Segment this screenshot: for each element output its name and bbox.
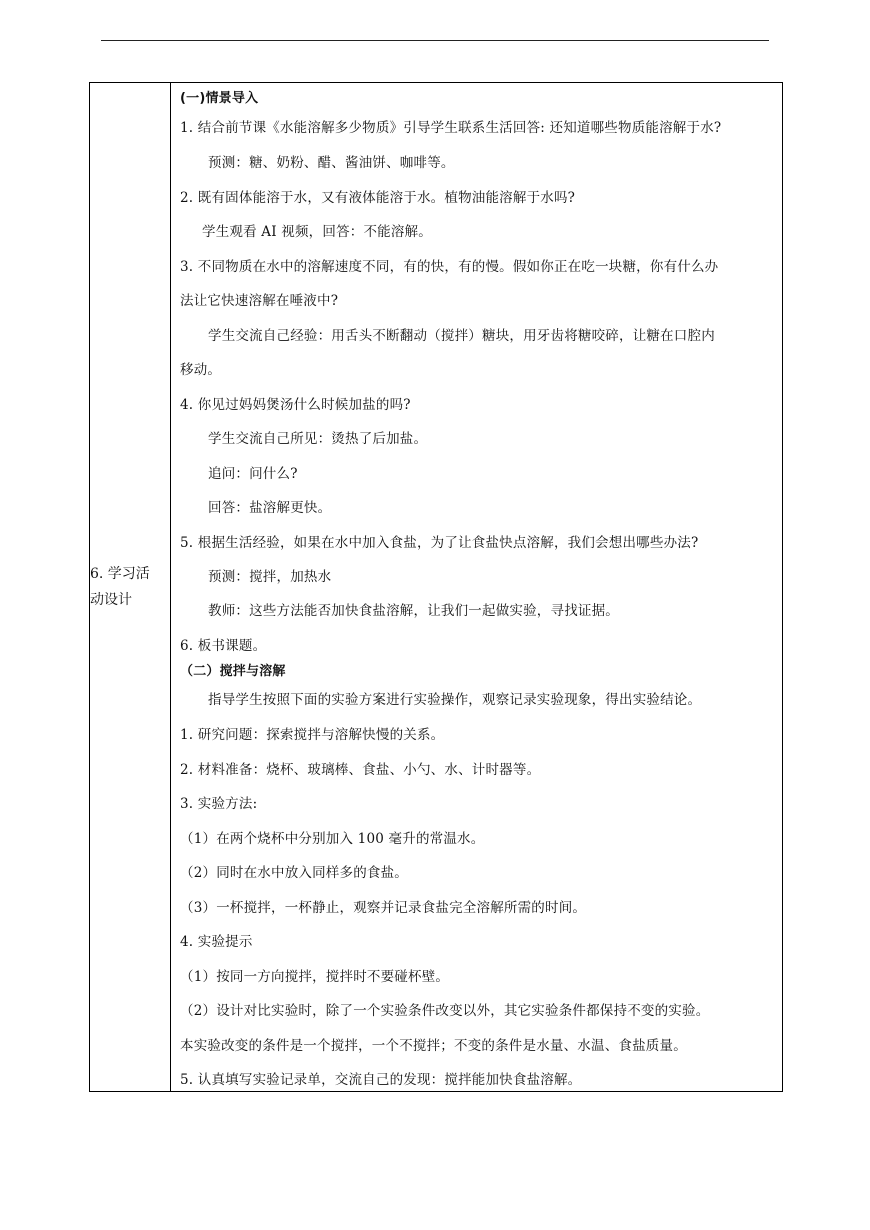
section-heading: （二）搅拌与溶解 — [180, 664, 286, 679]
text-line: 追问：问什么? — [208, 466, 298, 482]
text-line: 本实验改变的条件是一个搅拌，一个不搅拌；不变的条件是水量、水温、食盐质量。 — [180, 1038, 687, 1054]
text-line: 学生交流自己所见：烫热了后加盐。 — [208, 431, 428, 447]
row-label-line: 动设计 — [90, 592, 132, 608]
text-line: 6. 板书课题。 — [180, 638, 267, 654]
header-rule — [101, 40, 769, 41]
row-label — [90, 561, 170, 613]
text-line: 学生交流自己经验：用舌头不断翻动（搅拌）糖块，用牙齿将糖咬碎，让糖在口腔内 — [208, 328, 715, 344]
text-line: 教师：这些方法能否加快食盐溶解，让我们一起做实验，寻找证据。 — [208, 603, 619, 619]
text-line: 预测：糖、奶粉、醋、酱油饼、咖啡等。 — [208, 155, 455, 171]
text-line: 2. 材料准备：烧杯、玻璃棒、食盐、小勺、水、计时器等。 — [180, 762, 541, 778]
text-line: （1）按同一方向搅拌，搅拌时不要碰杯壁。 — [180, 969, 450, 985]
content-body — [171, 83, 782, 1091]
text-line: 学生观看 AI 视频，回答：不能溶解。 — [202, 224, 432, 240]
text-line: （2）同时在水中放入同样多的食盐。 — [180, 865, 408, 881]
text-line: 4. 你见过妈妈煲汤什么时候加盐的吗? — [180, 397, 411, 413]
text-line: 预测：搅拌，加热水 — [208, 569, 332, 585]
text-line: 4. 实验提示 — [180, 934, 253, 950]
table-row — [90, 83, 783, 1092]
text-line: （1）在两个烧杯中分别加入 100 毫升的常温水。 — [180, 831, 485, 847]
text-line: 3. 不同物质在水中的溶解速度不同，有的快，有的慢。假如你正在吃一块糖，你有什么办 — [180, 259, 719, 275]
text-line: 1. 结合前节课《水能溶解多少物质》引导学生联系生活回答: 还知道哪些物质能溶解于水? — [180, 120, 722, 136]
lesson-table — [89, 82, 783, 1092]
section-heading: (一)情景导入 — [180, 91, 259, 106]
row-label-cell — [90, 83, 171, 1092]
text-line: 3. 实验方法: — [180, 796, 258, 812]
text-line: 5. 认真填写实验记录单，交流自己的发现：搅拌能加快食盐溶解。 — [180, 1072, 582, 1088]
text-line: 移动。 — [180, 362, 222, 378]
text-line: 1. 研究问题：探索搅拌与溶解快慢的关系。 — [180, 727, 445, 743]
text-line: （2）设计对比实验时，除了一个实验条件改变以外，其它实验条件都保持不变的实验。 — [180, 1003, 710, 1019]
text-line: 指导学生按照下面的实验方案进行实验操作，观察记录实验现象，得出实验结论。 — [208, 692, 702, 708]
text-line: 2. 既有固体能溶于水，又有液体能溶于水。植物油能溶解于水吗? — [180, 190, 576, 206]
text-line: 5. 根据生活经验，如果在水中加入食盐，为了让食盐快点溶解，我们会想出哪些办法? — [180, 535, 699, 551]
text-line: （3）一杯搅拌，一杯静止，观察并记录食盐完全溶解所需的时间。 — [180, 900, 587, 916]
row-label-line: 6. 学习活 — [90, 566, 150, 582]
text-line: 法让它快速溶解在唾液中? — [180, 293, 339, 309]
text-line: 回答：盐溶解更快。 — [208, 500, 332, 516]
content-cell — [171, 83, 783, 1092]
